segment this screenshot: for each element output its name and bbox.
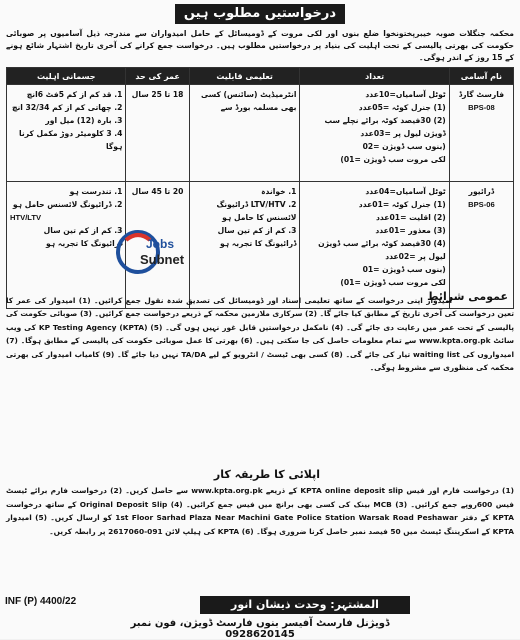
post-bps: BPS-06 (468, 200, 495, 209)
count-cell (300, 85, 449, 182)
count-line: (1) جنرل کوٹہ =05عدد (358, 103, 446, 112)
physical-line: 2. ڈرائیونگ لائسنس حامل ہو (12, 200, 123, 209)
jobs-table (6, 67, 514, 309)
count-line: (4) 30فیصد کوٹہ برائے سب ڈویژن لیول پر =02عدد (318, 239, 446, 261)
logo-text-subnet: Subnet (140, 252, 185, 267)
apply-method-text: (1) درخواست فارم اور فیس KPTA online deposit slip کے ذریعے www.kpta.org.pk سے حاصل کریں۔ (2) درخواست فارم برائے ٹیسٹ فیس 600روپے جمع کرائیں۔ (3) MCB بینک کی کسی بھی برانچ میں فیس جمع کرائیں۔ (4) Original Deposit Slip کے ساتھ درخواست KPTA کے دفتر 1st Floor Sarhad Plaza Near Machini Gate Police Station Warsak Road Peshawar کو ارسال کریں۔ (5) امیدوار KPTA کے اسکریننگ ٹیسٹ میں 50 فیصد نمبر حاصل کرنا ضروری ہوگا۔ (6) KPTA کی ہیلپ لائن 091-2617060 پر رابطہ کریں۔ (6, 486, 515, 536)
apply-method-heading: اپلائی کا طریقہ کار (213, 468, 320, 481)
count-line: (1) جنرل کوٹہ =01عدد (358, 200, 446, 209)
count-line: ٹوٹل آسامیاں=04عدد (365, 187, 446, 196)
header-post-name: نام آسامی (449, 68, 513, 85)
logo-text-jobs: Jobs (146, 237, 175, 251)
count-line: لکی مروت سب ڈویژن =01) (340, 278, 446, 287)
age-cell: 18 تا 25 سال (126, 85, 189, 182)
advertiser-heading: المشتہر: وحدت ذیشان انور (200, 596, 410, 614)
header-qualification: تعلیمی قابلیت (189, 68, 300, 85)
intro-paragraph: محکمہ جنگلات صوبہ خیبرپختونخوا ضلع بنوں اور لکی مروت کے ڈومیسائل کے حامل امیدواران سے مندرجہ ذیل آسامیوں پر صوبائی حکومت کی بھرتی پالیسی کے تحت اہلیت کی بنیاد پر درخواستیں مطلوب ہیں۔ درخواست جمع کرانے کی آخری تاریخ اشتہار شائع ہونے کے 15 روز کے اندر ہوگی۔ (6, 29, 514, 62)
count-line: لکی مروت سب ڈویژن =01) (340, 155, 446, 164)
physical-line: 3. کم از کم تین سال ڈرائیونگ کا تجربہ ہو (43, 226, 123, 248)
table-row (7, 85, 514, 182)
physical-cell (7, 182, 126, 309)
post-name: فارسٹ گارڈ (458, 90, 505, 99)
header-physical: جسمانی اہلیت (7, 68, 126, 85)
post-name: ڈرائیور (468, 187, 495, 196)
physical-line: 2. چھاتی کم از کم 32/34 انچ (11, 103, 123, 112)
general-conditions-text: امیدوار اپنی درخواست کے ساتھ تعلیمی اسناد اور ڈومیسائل کی تصدیق شدہ نقول جمع کرائیں۔ (1) امیدوار کی عمر کا تعین درخواست کی آخری تاریخ کے مطابق کیا جائے گا۔ (2) سرکاری ملازمین محکمہ کے ذریعے درخواست جمع کرائیں۔ (3) صوبائی حکومت کی پالیسی کے تحت عمر میں رعایت دی جائے گی۔ (4) نامکمل درخواستیں قابل غور نہیں ہوں گی۔ (5) KP Testing Agency (KPTA) کی ویب سائٹ www.kpta.org.pk سے تمام معلومات حاصل کی جا سکتی ہیں۔ (6) بھرتی کا عمل صوبائی حکومت کی پالیسی کے مطابق ہوگا۔ (7) امیدواروں کی waiting list تیار کی جائے گی۔ (8) کسی بھی ٹیسٹ / انٹرویو کے لیے TA/DA نہیں دیا جائے گا۔ (9) کامیاب امیدوار کی بھرتی محکمہ کی منظوری سے مشروط ہوگی۔ (6, 296, 515, 373)
qualification-cell: انٹرمیڈیٹ (سائنس) کسی بھی مسلمہ بورڈ سے (189, 85, 300, 182)
count-line: (3) معذور =01عدد (375, 226, 446, 235)
header-count: تعداد (300, 68, 449, 85)
qualification-cell (189, 182, 300, 309)
count-line: (2) 30فیصد کوٹہ برائے نچلے سب ڈویژن لیول پر =03عدد (324, 116, 446, 138)
physical-line: HTV/LTV (10, 213, 42, 222)
physical-line: 4. 3 کلومیٹر دوڑ مکمل کرنا ہوگا (19, 129, 123, 151)
general-conditions-heading: عمومی شرائط (427, 290, 508, 303)
inf-number: INF (P) 4400/22 (5, 596, 77, 607)
count-line: (بنوں سب ڈویژن =01 (362, 265, 446, 274)
post-bps: BPS-08 (468, 103, 495, 112)
physical-line: 3. بارہ (12) میل اور (45, 116, 123, 125)
header-age-limit: عمر کی حد (126, 68, 189, 85)
qualification-line: 1. خواندہ (261, 187, 297, 196)
qualification-line: 3. کم از کم تین سال ڈرائیونگ کا تجربہ ہو (217, 226, 297, 248)
count-line: (بنوں سب ڈویژن =02 (362, 142, 446, 151)
table-header-row (7, 68, 514, 85)
count-line: (2) اقلیت =01عدد (376, 213, 446, 222)
post-name-cell (449, 85, 513, 182)
physical-line: 1. قد کم از کم 5فٹ 6انچ (26, 90, 123, 99)
jobs-subnet-logo (116, 222, 186, 284)
advertiser-details: ڈویژنل فارسٹ آفیسر بنوں فارسٹ ڈویژن، فون نمبر 0928620145 (130, 618, 390, 640)
count-line: ٹوٹل آسامیاں=10عدد (365, 90, 446, 99)
physical-cell (7, 85, 126, 182)
physical-line: 1. تندرست ہو (69, 187, 123, 196)
qualification-line: 2. LTV/HTV ڈرائیونگ لائسنس کا حامل ہو (216, 200, 297, 222)
age-cell: 20 تا 45 سال (126, 182, 189, 309)
ad-title: درخواستیں مطلوب ہیں (175, 4, 345, 24)
